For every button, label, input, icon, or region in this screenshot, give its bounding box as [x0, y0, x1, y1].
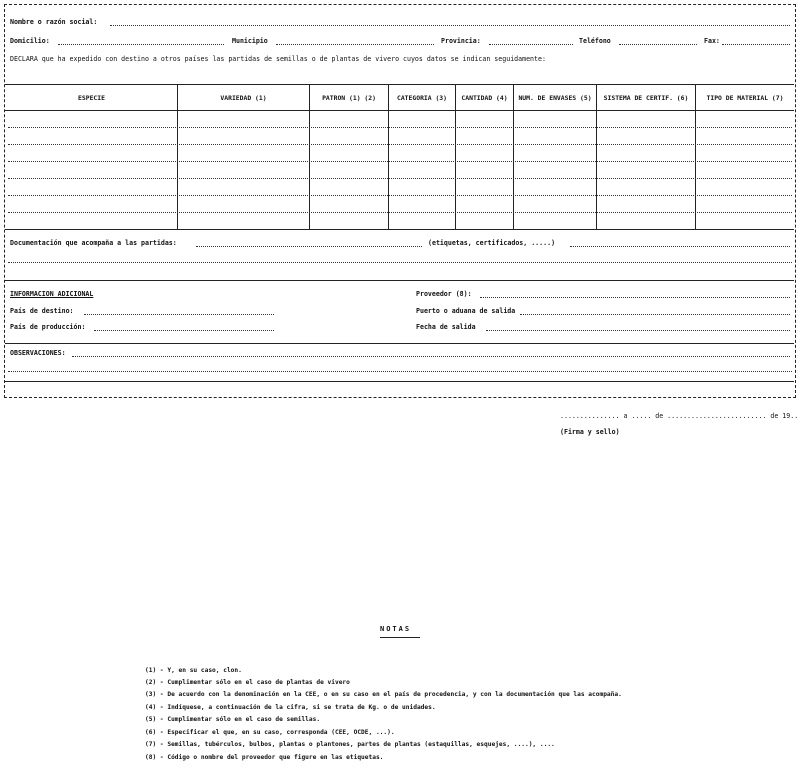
nombre-label: Nombre o razón social: — [10, 18, 98, 26]
col-header-tipo: TIPO DE MATERIAL (7) — [706, 94, 784, 102]
observaciones-label: OBSERVACIONES: — [10, 349, 66, 357]
note-item: (7) - Semillas, tubérculos, bulbos, plantas o plantones, partes de plantas (estaquillas, esquejes, ....), .... — [145, 741, 555, 748]
col-header-cantidad: CANTIDAD (4) — [461, 94, 508, 102]
declara-text: DECLARA que ha expedido con destino a otros países las partidas de semillas o de plantas de vivero cuyos datos se indican seguidamente: — [10, 55, 546, 63]
puerto-label: Puerto o aduana de salida — [416, 307, 516, 315]
col-header-especie: ESPECIE — [78, 94, 105, 102]
domicilio-field[interactable] — [58, 44, 224, 45]
col-divider — [596, 84, 597, 229]
table-row[interactable] — [8, 195, 792, 196]
col-header-patron: PATRON (1) (2) — [322, 94, 376, 102]
table-row[interactable] — [8, 127, 792, 128]
col-header-categoria: CATEGORIA (3) — [396, 94, 448, 102]
col-divider — [388, 84, 389, 229]
note-item: (5) - Cumplimentar sólo en el caso de semillas. — [145, 716, 321, 723]
section-divider — [5, 381, 794, 382]
notas-title: NOTAS — [380, 625, 412, 633]
proveedor-label: Proveedor (8): — [416, 290, 472, 298]
produccion-label: País de producción: — [10, 323, 86, 331]
table-bottom-line — [5, 229, 794, 230]
domicilio-label: Domicilio: — [10, 37, 50, 45]
note-item: (3) - De acuerdo con la denominación en la CEE, o en su caso en el país de procedencia, y con la documentación que las acompaña. — [145, 691, 622, 698]
puerto-field[interactable] — [520, 314, 790, 315]
firma-sello-label: (Firma y sello) — [560, 428, 620, 436]
note-item: (6) - Especificar el que, en su caso, corresponda (CEE, OCDE, ...). — [145, 729, 395, 736]
fax-field[interactable] — [722, 44, 790, 45]
table-top-line — [5, 84, 794, 85]
table-row[interactable] — [8, 144, 792, 145]
info-title: INFORMACION ADICIONAL — [10, 290, 94, 298]
note-item: (1) - Y, en su caso, clon. — [145, 667, 242, 674]
fecha-salida-label: Fecha de salida — [416, 323, 476, 331]
documentacion-line-2[interactable] — [8, 262, 792, 263]
telefono-label: Teléfono — [579, 37, 611, 45]
provincia-field[interactable] — [489, 44, 573, 45]
municipio-field[interactable] — [276, 44, 434, 45]
section-divider — [5, 343, 794, 344]
table-header-line — [5, 110, 794, 111]
documentacion-field-2[interactable] — [570, 246, 790, 247]
lugar-fecha-line[interactable]: ............... a ..... de ......................... de 19.. — [560, 412, 799, 420]
table-row[interactable] — [8, 212, 792, 213]
table-row[interactable] — [8, 161, 792, 162]
fax-label: Fax: — [704, 37, 720, 45]
col-divider — [455, 84, 456, 229]
note-item: (8) - Código o nombre del proveedor que figure en las etiquetas. — [145, 754, 384, 761]
destino-label: País de destino: — [10, 307, 74, 315]
col-divider — [695, 84, 696, 229]
col-divider — [309, 84, 310, 229]
nombre-field[interactable] — [110, 25, 790, 26]
notas-underline — [380, 637, 420, 638]
municipio-label: Municipio — [232, 37, 268, 45]
col-header-envases: NUM. DE ENVASES (5) — [518, 94, 592, 102]
observaciones-field[interactable] — [72, 356, 790, 357]
etiquetas-note: (etiquetas, certificados, .....) — [428, 239, 556, 247]
col-divider — [513, 84, 514, 229]
section-divider — [5, 280, 794, 281]
note-item: (2) - Cumplimentar sólo en el caso de plantas de vivero — [145, 679, 350, 686]
col-divider — [177, 84, 178, 229]
table-row[interactable] — [8, 178, 792, 179]
observaciones-line-2[interactable] — [8, 371, 792, 372]
fecha-salida-field[interactable] — [486, 330, 790, 331]
produccion-field[interactable] — [94, 330, 274, 331]
documentacion-field[interactable] — [196, 246, 422, 247]
documentacion-label: Documentación que acompaña a las partidas: — [10, 239, 177, 247]
telefono-field[interactable] — [619, 44, 697, 45]
col-header-variedad: VARIEDAD (1) — [220, 94, 267, 102]
col-header-sistema: SISTEMA DE CERTIF. (6) — [603, 94, 689, 102]
provincia-label: Provincia: — [441, 37, 481, 45]
note-item: (4) - Indíquese, a continuación de la cifra, si se trata de Kg. o de unidades. — [145, 704, 436, 711]
destino-field[interactable] — [84, 314, 274, 315]
form-frame — [4, 4, 796, 398]
proveedor-field[interactable] — [480, 297, 790, 298]
